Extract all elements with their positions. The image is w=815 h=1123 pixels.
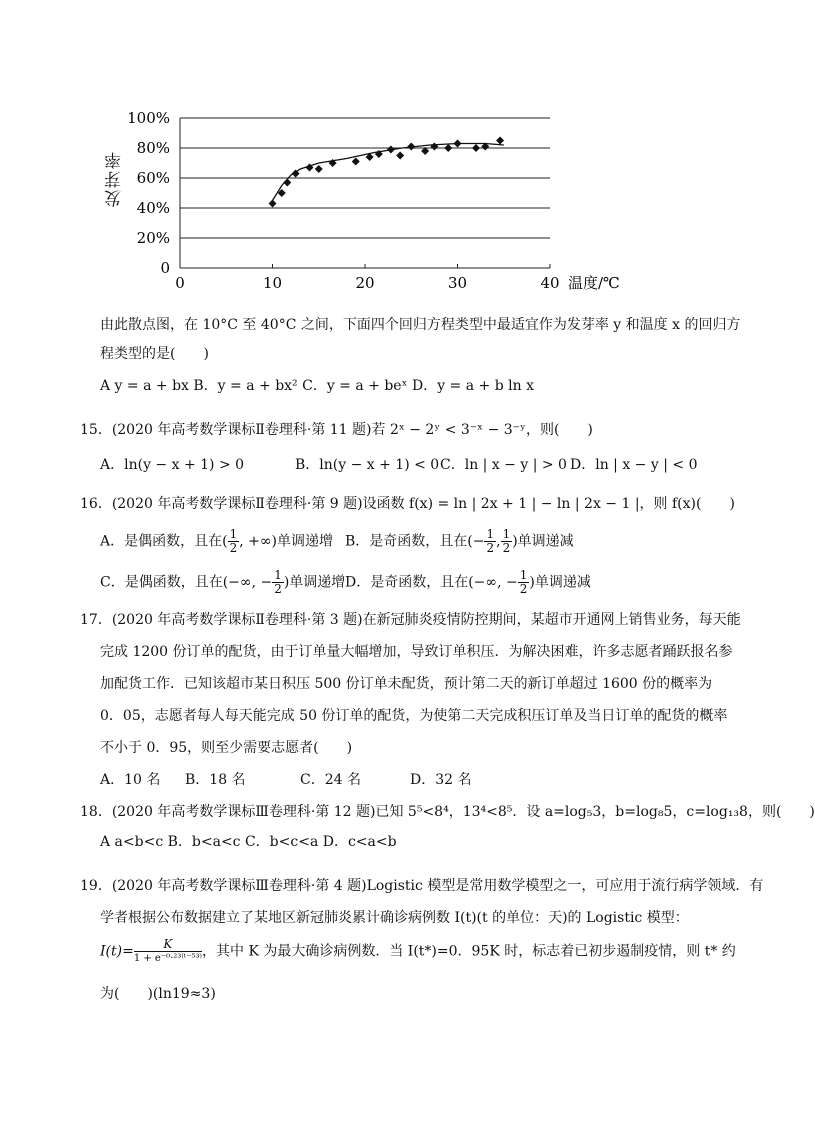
data-point [315,165,323,173]
data-point [283,179,291,187]
fraction-half: $\frac{1}{2}$ [274,568,282,596]
q17-line1: 17．(2020 年高考数学课标Ⅱ卷理科·第 3 题)在新冠肺炎疫情防控期间，某超市开通网上销售业务，每天能 [80,612,741,628]
y-axis-label: 发芽率 [105,150,125,207]
q17-option-b: B．18 名 [185,772,246,788]
q15-option-c: C．ln | x − y | > 0 [440,457,567,473]
data-point [269,200,277,208]
data-point [396,152,404,160]
y-tick-label: 20% [136,229,170,247]
q17-option-c: C．24 名 [300,772,361,788]
q19-line2: 学者根据公布数据建立了某地区新冠肺炎累计确诊病例数 I(t)(t 的单位：天)的 Logistic 模型： [100,910,689,926]
q14-stem-line1: 由此散点图，在 10°C 至 40°C 之间，下面四个回归方程类型中最适宜作为发芽率 y 和温度 x 的回归方 [100,317,741,333]
q15-stem: 15．(2020 年高考数学课标Ⅱ卷理科·第 11 题)若 2ˣ − 2ʸ < 3⁻ˣ − 3⁻ʸ，则( ) [80,422,593,438]
fraction-half: $\frac{1}{2}$ [486,527,495,555]
data-point [352,158,360,166]
q19-line1: 19．(2020 年高考数学课标Ⅲ卷理科·第 4 题)Logistic 模型是常用数学模型之一，可应用于流行病学领域．有 [80,878,764,894]
fraction-half: $\frac{1}{2}$ [229,527,238,555]
q16-option-a: A．是偶函数，且在( $\frac{1}{2}$ , +∞)单调递增 [100,527,333,555]
x-tick-label: 10 [262,274,283,292]
data-point [407,143,415,151]
q17-option-a: A．10 名 [100,772,161,788]
q16-stem: 16．(2020 年高考数学课标Ⅱ卷理科·第 9 题)设函数 f(x) = ln | 2x + 1 | − ln | 2x − 1 |，则 f(x)( ) [80,496,735,512]
q16-option-d: D．是奇函数，且在(−∞, − $\frac{1}{2}$ )单调递减 [345,568,591,596]
y-tick-label: 80% [136,139,170,157]
y-tick-label: 60% [136,169,170,187]
q17-line4: 0．05，志愿者每人每天能完成 50 份订单的配货，为使第二天完成积压订单及当日订单的配货的概率 [100,708,728,724]
q14-stem-line2: 程类型的是( ) [100,346,209,362]
y-tick-label: 0 [160,259,170,277]
x-tick-label: 0 [175,274,185,292]
data-point [496,137,504,145]
q19-line4: 为( )(ln19≈3) [100,986,216,1002]
data-point [472,144,480,152]
scatter-chart [90,100,620,300]
q15-option-a: A．ln(y − x + 1) > 0 [100,457,245,473]
y-tick-label: 40% [136,199,170,217]
q16-option-b: B．是奇函数，且在(− $\frac{1}{2}$ , $\frac{1}{2}$ )单调递减 [345,527,574,555]
q17-option-d: D．32 名 [410,772,472,788]
q17-line5: 不小于 0．95，则至少需要志愿者( ) [100,740,353,756]
data-point [454,140,462,148]
x-tick-label: 40 [540,274,560,292]
q17-line3: 加配货工作．已知该超市某日积压 500 份订单未配货，预计第二天的新订单超过 1600 份的概率为 [100,676,713,692]
y-tick-label: 100% [127,109,170,127]
q18-options: A a<b<c B．b<a<c C．b<c<a D．c<a<b [100,834,397,850]
q15-option-d: D．ln | x − y | < 0 [570,457,698,473]
q15-option-b: B．ln(y − x + 1) < 0 [295,457,440,473]
q19-line3: I(t)= $\frac{K}{\text{1 + e⁻⁰·²³⁽ᵗ⁻⁵³⁾}}$ ，其中 K 为最大确诊病例数．当 I(t*)=0．95K 时，标志着已初步遏制疫情，则 t* 约 [100,937,736,964]
fraction-half: $\frac{1}{2}$ [519,568,528,596]
fraction-half: $\frac{1}{2}$ [502,527,511,555]
q17-line2: 完成 1200 份订单的配货，由于订单量大幅增加，导致订单积压．为解决困难，许多志愿者踊跃报名参 [100,644,733,660]
q16-option-c: C．是偶函数，且在(−∞, − $\frac{1}{2}$ )单调递增 [100,568,346,596]
fitted-curve [273,144,504,201]
x-axis-label: 温度/℃ [568,274,620,292]
data-point [444,144,452,152]
q14-options: A y = a + bx B．y = a + bx² C．y = a + beˣ D．y = a + b ln x [100,378,534,394]
x-tick-label: 20 [355,274,375,292]
logistic-fraction: $\frac{K}{\text{1 + e⁻⁰·²³⁽ᵗ⁻⁵³⁾}}$ [133,937,202,964]
q18-stem: 18．(2020 年高考数学课标Ⅲ卷理科·第 12 题)已知 5⁵<8⁴，13⁴<8⁵．设 a=log₅3，b=log₈5，c=log₁₃8，则( ) [80,804,815,820]
data-point [430,143,438,151]
x-tick-label: 30 [447,274,468,292]
data-point [387,146,395,154]
